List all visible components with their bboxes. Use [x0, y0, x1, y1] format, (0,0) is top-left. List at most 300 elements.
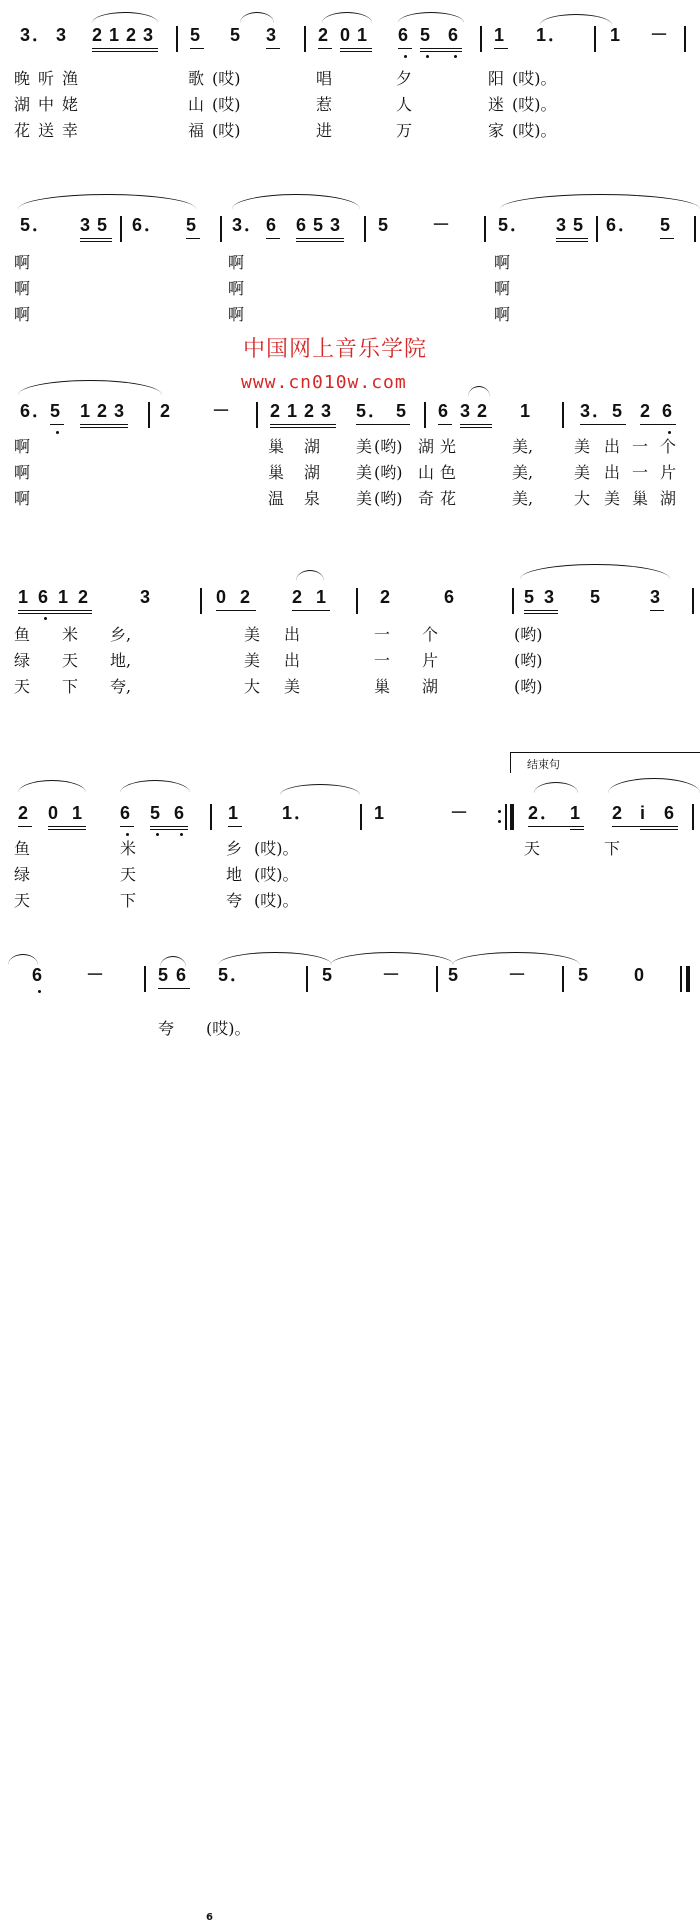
lyric: (哎)。 — [206, 1019, 251, 1038]
note: 2 — [380, 587, 391, 607]
bar-line — [148, 402, 150, 428]
note: 1 — [282, 803, 293, 823]
staff-2 — [0, 200, 700, 248]
lyric: 美, — [512, 489, 534, 508]
slur-arc — [608, 778, 700, 793]
lyric: (哎)。 — [512, 121, 557, 140]
lyric-line-2 — [0, 276, 700, 302]
note: ． — [144, 215, 162, 235]
note: 1 — [374, 803, 385, 823]
note: － — [382, 965, 400, 985]
note: 6 — [664, 803, 675, 823]
lyric: (哎) — [212, 69, 241, 88]
note: 2 — [18, 803, 29, 823]
lyric: (哎)。 — [512, 69, 557, 88]
underline — [580, 424, 626, 425]
lyric: (哎)。 — [254, 865, 299, 884]
lyric: 啊 — [494, 253, 511, 272]
low-octave-dot — [404, 55, 407, 58]
lyric: (哎)。 — [254, 891, 299, 910]
note: 1 — [80, 401, 91, 421]
note: 6 — [444, 587, 455, 607]
lyric: 米 — [120, 839, 137, 858]
tie-arc — [322, 12, 372, 23]
note: 3 — [232, 215, 243, 235]
note: 3 — [140, 587, 151, 607]
note: 5 — [448, 965, 459, 985]
tie-arc — [92, 12, 158, 23]
lyric: 绿 — [14, 651, 31, 670]
underline — [80, 238, 112, 239]
underline — [158, 988, 190, 989]
note: 3 — [650, 587, 661, 607]
lyric: 温 — [268, 489, 285, 508]
underline — [80, 241, 112, 242]
lyric: (哎)。 — [512, 95, 557, 114]
bar-line — [512, 588, 514, 614]
lyric: 大 — [574, 489, 591, 508]
site-watermark-url: www.cn010w.com — [241, 372, 407, 393]
underline — [420, 48, 462, 49]
bar-line — [304, 26, 306, 52]
note: 3 — [266, 25, 277, 45]
note: 3 — [143, 25, 154, 45]
note: 5 — [50, 401, 61, 421]
lyric: 巢 — [268, 437, 285, 456]
lyric: 啊 — [228, 253, 245, 272]
underline — [340, 48, 372, 49]
note: 6 — [438, 401, 449, 421]
lyric: (哟) — [514, 651, 543, 670]
note: 6 — [266, 215, 277, 235]
underline — [18, 610, 92, 611]
lyric: 美, — [512, 463, 534, 482]
note: 6 — [132, 215, 143, 235]
underline — [48, 829, 86, 830]
lyric: 巢 — [632, 489, 649, 508]
underline — [186, 238, 200, 239]
lyric: 家 — [488, 121, 505, 140]
tie-arc — [296, 570, 324, 581]
note: 5 — [150, 803, 161, 823]
note: 6 — [38, 587, 49, 607]
note: 3 — [544, 587, 555, 607]
note: 2 — [612, 803, 623, 823]
lyric: 啊 — [14, 253, 31, 272]
note: 3 — [330, 215, 341, 235]
lyric: 啊 — [494, 305, 511, 324]
lyric: 迷 — [488, 95, 505, 114]
underline — [92, 48, 158, 49]
note: 0 — [634, 965, 645, 985]
note: ． — [592, 401, 610, 421]
note: 6 — [296, 215, 307, 235]
lyric-line-2 — [0, 92, 700, 118]
underline — [296, 241, 344, 242]
bar-line — [364, 216, 366, 242]
slur-arc — [120, 780, 190, 793]
note: 2 — [270, 401, 281, 421]
underline — [650, 610, 664, 611]
bar-line — [484, 216, 486, 242]
note: 1 — [316, 587, 327, 607]
note: 1 — [494, 25, 505, 45]
underline — [228, 826, 242, 827]
lyric: 乡, — [110, 625, 132, 644]
note: 2 — [292, 587, 303, 607]
note: 3 — [20, 25, 31, 45]
note: 2 — [240, 587, 251, 607]
lyric: 万 — [396, 121, 413, 140]
lyric: 啊 — [14, 463, 31, 482]
note: ． — [230, 965, 248, 985]
lyric-line-1 — [0, 66, 700, 92]
note: 6 — [662, 401, 673, 421]
note: 5 — [313, 215, 324, 235]
note: ． — [294, 803, 312, 823]
bar-line — [684, 26, 686, 52]
note: 1 — [58, 587, 69, 607]
note: 1 — [536, 25, 547, 45]
note: 5 — [590, 587, 601, 607]
note: 5 — [322, 965, 333, 985]
lyric: (哎) — [212, 95, 241, 114]
underline — [48, 826, 86, 827]
bar-line — [480, 26, 482, 52]
low-octave-dot — [44, 617, 47, 620]
note: 2 — [160, 401, 171, 421]
bar-line — [562, 402, 564, 428]
note: ． — [618, 215, 636, 235]
note: 5 — [190, 25, 201, 45]
repeat-dot — [498, 820, 501, 823]
lyric: 地 — [226, 865, 243, 884]
lyric: 天 — [62, 651, 79, 670]
underline — [216, 610, 256, 611]
underline — [660, 238, 674, 239]
tie-arc — [280, 784, 360, 795]
note: 2 — [78, 587, 89, 607]
bar-line — [436, 966, 438, 992]
lyric: 湖 — [422, 677, 439, 696]
bar-line — [306, 966, 308, 992]
slur-arc — [18, 780, 86, 793]
lyric: 美 — [244, 651, 261, 670]
lyric-line-1 — [0, 836, 700, 862]
underline — [80, 424, 128, 425]
note: ． — [244, 215, 262, 235]
note: － — [508, 965, 526, 985]
tie-arc — [468, 386, 490, 397]
bar-line — [356, 588, 358, 614]
lyric: 啊 — [14, 437, 31, 456]
lyric-line-3 — [0, 888, 700, 914]
lyric: 花 — [14, 121, 31, 140]
lyric: 米 — [62, 625, 79, 644]
bar-line — [144, 966, 146, 992]
note: ． — [32, 25, 50, 45]
underline — [266, 48, 280, 49]
note: － — [432, 215, 450, 235]
underline — [528, 826, 584, 827]
lyric: (哎) — [212, 121, 241, 140]
note: 6 — [174, 803, 185, 823]
lyric: 绿 — [14, 865, 31, 884]
note: 6 — [120, 803, 131, 823]
lyric: 山 — [188, 95, 205, 114]
underline — [190, 48, 204, 49]
lyric-line-1 — [0, 250, 700, 276]
underline — [150, 826, 188, 827]
lyric: 美 — [604, 489, 621, 508]
lyric: 乡 — [226, 839, 243, 858]
lyric: 一 — [374, 625, 391, 644]
lyric-line-2 — [0, 862, 700, 888]
note: 2 — [477, 401, 488, 421]
lyric: 啊 — [228, 305, 245, 324]
staff-3 — [0, 386, 700, 434]
underline — [556, 241, 588, 242]
note: － — [212, 401, 230, 421]
lyric: 啊 — [228, 279, 245, 298]
note: 5 — [378, 215, 389, 235]
note: 2 — [92, 25, 103, 45]
note: 1 — [357, 25, 368, 45]
underline — [570, 829, 584, 830]
bar-line — [220, 216, 222, 242]
underline — [356, 424, 410, 425]
note: 5 — [612, 401, 623, 421]
lyric: 美 — [574, 437, 591, 456]
bar-line — [176, 26, 178, 52]
bar-line — [594, 26, 596, 52]
note: 2 — [318, 25, 329, 45]
lyric: (哟) — [514, 625, 543, 644]
underline — [398, 48, 412, 49]
note: 5 — [186, 215, 197, 235]
underline — [292, 610, 330, 611]
lyric-line-3 — [0, 302, 700, 328]
note: 5 — [396, 401, 407, 421]
final-bar-thick — [686, 966, 690, 992]
low-octave-dot — [426, 55, 429, 58]
lyric: 片 — [422, 651, 439, 670]
lyric-line-1 — [0, 1016, 700, 1042]
lyric-line-1 — [0, 434, 700, 460]
note: 0 — [340, 25, 351, 45]
grace-note: 6 — [206, 1912, 213, 1923]
note: 5 — [578, 965, 589, 985]
underline — [18, 826, 32, 827]
lyric: 巢 — [268, 463, 285, 482]
note: 5 — [97, 215, 108, 235]
final-bar-thin — [680, 966, 682, 992]
lyric: 一 — [632, 437, 649, 456]
underline — [120, 826, 134, 827]
lyric: 夸 — [158, 1019, 175, 1038]
lyric: 美 — [356, 437, 373, 456]
slur-arc — [232, 194, 360, 209]
note: 6 — [176, 965, 187, 985]
underline — [420, 51, 462, 52]
tie-arc — [398, 12, 464, 23]
underline — [92, 51, 158, 52]
bar-line — [120, 216, 122, 242]
lyric: 夸, — [110, 677, 132, 696]
lyric: 泉 — [304, 489, 321, 508]
site-watermark-title: 中国网上音乐学院 — [243, 337, 428, 362]
lyric: (哎)。 — [254, 839, 299, 858]
lyric: 出 — [284, 651, 301, 670]
lyric: 出 — [604, 463, 621, 482]
underline — [266, 238, 280, 239]
note: ． — [32, 401, 50, 421]
tie-arc — [534, 782, 578, 793]
note: 1 — [72, 803, 83, 823]
lyric: 美 — [284, 677, 301, 696]
note: 3 — [580, 401, 591, 421]
lyric: 天 — [14, 677, 31, 696]
underline — [296, 238, 344, 239]
lyric: 啊 — [494, 279, 511, 298]
staff-6 — [0, 950, 700, 1923]
lyric-line-2 — [0, 460, 700, 486]
lyric-line-3 — [0, 486, 700, 512]
note: 3 — [556, 215, 567, 235]
lyric: 美 — [356, 489, 373, 508]
note: 5 — [660, 215, 671, 235]
lyric-line-1 — [0, 622, 700, 648]
lyric: 出 — [604, 437, 621, 456]
underline — [438, 424, 452, 425]
note: 1 — [570, 803, 581, 823]
lyric: 光 — [440, 437, 457, 456]
lyric-line-3 — [0, 674, 700, 700]
lyric: 天 — [14, 891, 31, 910]
lyric: 巢 — [374, 677, 391, 696]
lyric: 大 — [244, 677, 261, 696]
underline — [524, 610, 558, 611]
lyric: 中 — [38, 95, 55, 114]
underline — [80, 427, 128, 428]
lyric: (哟) — [514, 677, 543, 696]
lyric: 晚 — [14, 69, 31, 88]
note: 2 — [97, 401, 108, 421]
note: 5 — [573, 215, 584, 235]
note: 0 — [48, 803, 59, 823]
note: 5 — [230, 25, 241, 45]
note: 1 — [287, 401, 298, 421]
lyric: 天 — [120, 865, 137, 884]
note: 1 — [109, 25, 120, 45]
note: 6 — [606, 215, 617, 235]
lyric: 啊 — [14, 489, 31, 508]
underline — [318, 48, 332, 49]
underline — [556, 238, 588, 239]
repeat-dot — [498, 810, 501, 813]
note: 0 — [216, 587, 227, 607]
lyric: 姥 — [62, 95, 79, 114]
lyric-line-2 — [0, 648, 700, 674]
bar-line — [256, 402, 258, 428]
lyric: 啊 — [14, 305, 31, 324]
note: 1 — [520, 401, 531, 421]
repeat-bar-thin — [505, 804, 507, 830]
bar-line — [210, 804, 212, 830]
bar-line — [596, 216, 598, 242]
lyric: 送 — [38, 121, 55, 140]
bar-line — [562, 966, 564, 992]
staff-4 — [0, 572, 700, 620]
slur-arc — [18, 380, 162, 395]
lyric: 夕 — [396, 69, 413, 88]
lyric: 湖 — [418, 437, 435, 456]
lyric: 阳 — [488, 69, 505, 88]
lyric: 下 — [604, 839, 621, 858]
lyric: 美, — [512, 437, 534, 456]
note: 5 — [218, 965, 229, 985]
note: 2 — [126, 25, 137, 45]
note: － — [86, 965, 104, 985]
lyric: 奇 — [418, 489, 435, 508]
lyric: 出 — [284, 625, 301, 644]
lyric: 湖 — [304, 463, 321, 482]
bar-line — [200, 588, 202, 614]
lyric: 美 — [244, 625, 261, 644]
lyric: 个 — [422, 625, 439, 644]
underline — [270, 427, 336, 428]
bar-line — [360, 804, 362, 830]
note: 5 — [356, 401, 367, 421]
lyric: 福 — [188, 121, 205, 140]
note: i — [640, 803, 646, 823]
low-octave-dot — [38, 990, 41, 993]
lyric: (哟) — [374, 437, 403, 456]
lyric: 进 — [316, 121, 333, 140]
note: 2 — [528, 803, 539, 823]
lyric: 人 — [396, 95, 413, 114]
note: 6 — [20, 401, 31, 421]
lyric: 美 — [356, 463, 373, 482]
lyric: 湖 — [14, 95, 31, 114]
bar-line — [694, 216, 696, 242]
underline — [18, 613, 92, 614]
slur-arc — [18, 194, 196, 209]
note: 3 — [114, 401, 125, 421]
underline — [524, 613, 558, 614]
lyric: 渔 — [62, 69, 79, 88]
note: － — [450, 803, 468, 823]
lyric: 啊 — [14, 279, 31, 298]
lyric: 幸 — [62, 121, 79, 140]
note: 2 — [640, 401, 651, 421]
lyric: (哟) — [374, 463, 403, 482]
lyric: 鱼 — [14, 839, 31, 858]
underline — [460, 427, 492, 428]
coda-label: 结束句 — [527, 758, 560, 771]
note: ． — [540, 803, 558, 823]
lyric: 一 — [374, 651, 391, 670]
note: 6 — [398, 25, 409, 45]
lyric-line-3 — [0, 118, 700, 144]
lyric: 美 — [574, 463, 591, 482]
note: ． — [368, 401, 386, 421]
note: ． — [32, 215, 50, 235]
underline — [150, 829, 188, 830]
note: 3 — [321, 401, 332, 421]
lyric: 花 — [440, 489, 457, 508]
lyric: 地, — [110, 651, 132, 670]
